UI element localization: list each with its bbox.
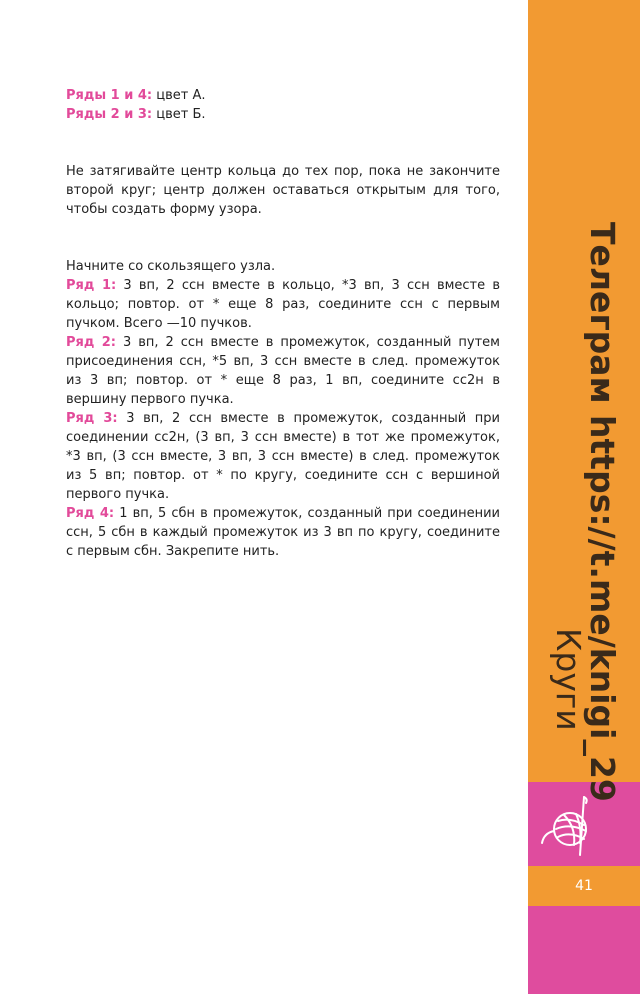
label: Ряды 1 и 4: [66, 88, 153, 103]
paragraph-row-1 [66, 276, 500, 333]
paragraph-row-3 [66, 409, 500, 504]
text: 1 вп, 5 сбн в промежуток, созданный при соединении ссн, 5 сбн в каждый промежуток из 3 вп по кругу, соедините с первым сбн. Закрепите нить. [66, 506, 500, 559]
paragraph-note: Не затягивайте центр кольца до тех пор, пока не закончите второй круг; центр должен оставаться открытым для того, чтобы создать форму узора. [66, 164, 500, 217]
text: цвет Б. [152, 107, 206, 122]
paragraph-row-4 [66, 504, 500, 561]
text: 3 вп, 2 ссн вместе в промежуток, созданный при соединении сс2н, (3 вп, 3 ссн вместе) в тот же промежуток, *3 вп, (3 ссн вместе, 3 вп, 3 ссн вместе) в след. промежуток из 5 вп; повтор. от * по кругу, соедините ссн с вершиной первого пучка. [66, 411, 500, 502]
paragraph-row-2 [66, 333, 500, 409]
section-title: Круги [549, 628, 588, 731]
text: 3 вп, 2 ссн вместе в промежуток, созданный путем присоединения ссн, *5 вп, 3 ссн вместе в след. промежуток из 3 вп; повтор. от * еще 8 раз, 1 вп, соедините сс2н в вершину первого пучка. [66, 335, 500, 407]
paragraph-colors-rows-1-4 [66, 86, 500, 105]
label: Ряд 1: [66, 278, 117, 293]
label: Ряд 3: [66, 411, 118, 426]
paragraph-start: Начните со скользящего узла. [66, 259, 276, 274]
label: Ряды 2 и 3: [66, 107, 153, 122]
label: Ряд 2: [66, 335, 116, 350]
page-number: 41 [575, 878, 593, 894]
watermark-text: Телеграм https://t.me/knigi_29 [583, 222, 622, 802]
text: 3 вп, 2 ссн вместе в кольцо, *3 вп, 3 ссн вместе в кольцо; повтор. от * еще 8 раз, соедините ссн с первым пучком. Всего —10 пучков. [66, 278, 500, 331]
paragraph-colors-rows-2-3 [66, 105, 500, 124]
yarn-ball-hook-icon [540, 793, 604, 857]
instructions-text [66, 86, 500, 561]
text: цвет А. [152, 88, 206, 103]
label: Ряд 4: [66, 506, 115, 521]
